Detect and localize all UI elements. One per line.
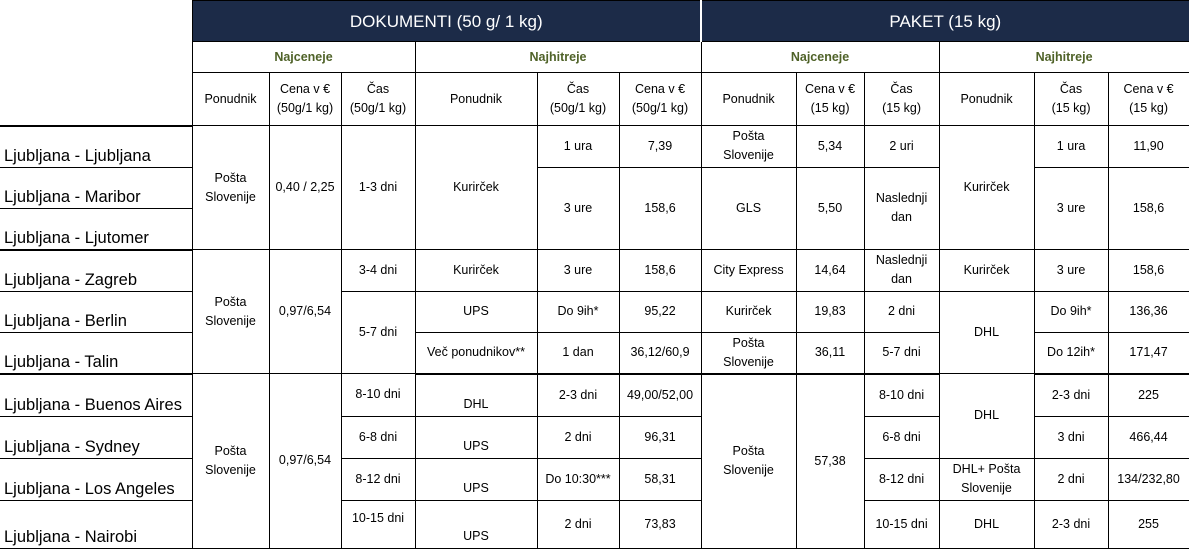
table-cell: 136,36	[1108, 291, 1189, 332]
table-cell: 255	[1108, 500, 1189, 548]
table-cell: 8-12 dni	[341, 458, 415, 500]
cell-line: Pošta	[214, 294, 247, 309]
route-label: Ljubljana - Ljubljana	[0, 126, 192, 168]
table-cell: 5,50	[796, 167, 864, 250]
table-cell: Kurirček	[939, 126, 1034, 250]
cell-line: (50g/1 kg)	[549, 101, 607, 115]
pak-cheapest-header: Najceneje	[701, 42, 939, 73]
table-cell: 5-7 dni	[864, 332, 939, 374]
route-label: Ljubljana - Los Angeles	[0, 458, 192, 500]
table-cell: UPS	[415, 500, 537, 548]
route-label: Ljubljana - Ljutomer	[0, 208, 192, 250]
route-label: Ljubljana - Sydney	[0, 416, 192, 458]
route-label: Ljubljana - Berlin	[0, 291, 192, 332]
table-cell: 2 dni	[864, 291, 939, 332]
table-cell: 1 dan	[537, 332, 619, 374]
table-cell: 19,83	[796, 291, 864, 332]
table-cell: 2 dni	[1034, 458, 1108, 500]
table-cell: DHL	[415, 374, 537, 417]
corner-cell	[0, 1, 192, 42]
table-cell: DHL	[939, 500, 1034, 548]
col-header	[341, 73, 415, 126]
table-cell: 3 dni	[1034, 416, 1108, 458]
cell-line: DHL+ Pošta	[952, 462, 1021, 476]
cell-line: Slovenije	[723, 354, 774, 369]
cell-line: Pošta	[214, 443, 247, 458]
table-cell: 2-3 dni	[537, 374, 619, 417]
table-cell: City Express	[701, 250, 796, 292]
table-cell: UPS	[415, 458, 537, 500]
cell-line: Slovenije	[961, 481, 1012, 495]
col-header	[269, 73, 341, 126]
table-cell	[701, 126, 796, 168]
table-cell: 36,11	[796, 332, 864, 374]
cell-line: Naslednji	[875, 253, 928, 268]
table-cell: 7,39	[619, 126, 701, 168]
table-cell: 3-4 dni	[341, 250, 415, 292]
route-label: Ljubljana - Nairobi	[0, 500, 192, 548]
table-cell: 8-12 dni	[864, 458, 939, 500]
col-header	[537, 73, 619, 126]
table-cell: 158,6	[619, 167, 701, 250]
cell-line: (50g/1 kg)	[349, 101, 407, 115]
cell-line: (15 kg)	[1051, 101, 1091, 115]
table-cell: 49,00/52,00	[619, 374, 701, 417]
table-cell: 1 ura	[537, 126, 619, 168]
cell-line: Čas	[890, 82, 913, 96]
table-cell: 2 uri	[864, 126, 939, 168]
table-cell: DHL	[939, 374, 1034, 459]
col-header	[1108, 73, 1189, 126]
cell-line: Cena v €	[805, 82, 856, 96]
cell-line: Čas	[366, 82, 390, 96]
table-cell: 2 dni	[537, 416, 619, 458]
table-cell: 0,97/6,54	[269, 250, 341, 374]
cell-line: Slovenije	[723, 148, 774, 163]
table-cell: 57,38	[796, 374, 864, 549]
cell-line: dan	[891, 272, 912, 287]
table-cell: Do 10:30***	[537, 458, 619, 500]
table-cell: 6-8 dni	[341, 416, 415, 458]
table-cell: DHL	[939, 291, 1034, 374]
table-cell: 5,34	[796, 126, 864, 168]
table-cell: 1-3 dni	[341, 126, 415, 250]
table-cell: 8-10 dni	[864, 374, 939, 417]
table-cell	[192, 374, 269, 549]
route-label: Ljubljana - Zagreb	[0, 250, 192, 292]
table-cell: 1 ura	[1034, 126, 1108, 168]
table-cell	[864, 167, 939, 250]
cell-line: Pošta	[732, 444, 765, 458]
table-cell: UPS	[415, 291, 537, 332]
col-header: Ponudnik	[939, 73, 1034, 126]
cell-line: (50g/1 kg)	[631, 101, 689, 115]
table-cell	[192, 126, 269, 250]
table-cell: 2 dni	[537, 500, 619, 548]
table-cell: Do 9ih*	[1034, 291, 1108, 332]
table-cell	[939, 458, 1034, 500]
col-header: Ponudnik	[701, 73, 796, 126]
table-cell: 225	[1108, 374, 1189, 417]
table-cell: Kurirček	[939, 250, 1034, 292]
table-cell: 158,6	[1108, 250, 1189, 292]
table-cell: 6-8 dni	[864, 416, 939, 458]
table-cell: 466,44	[1108, 416, 1189, 458]
table-cell: 3 ure	[537, 250, 619, 292]
table-cell	[701, 374, 796, 549]
table-cell: 2-3 dni	[1034, 500, 1108, 548]
table-cell: 171,47	[1108, 332, 1189, 374]
dokumenti-header: DOKUMENTI (50 g/ 1 kg)	[192, 1, 701, 42]
cell-line: Cena v €	[279, 82, 331, 96]
cell-line: Čas	[1059, 82, 1083, 96]
table-cell: 10-15 dni	[864, 500, 939, 548]
cell-line: Cena v €	[1123, 82, 1174, 96]
cell-line: dan	[891, 210, 912, 225]
cell-line: (15 kg)	[882, 101, 921, 115]
cell-line: Slovenije	[205, 462, 256, 477]
table-cell: Kurirček	[415, 126, 537, 250]
route-label: Ljubljana - Talin	[0, 332, 192, 374]
cell-line: (15 kg)	[1129, 101, 1168, 115]
table-cell: 3 ure	[537, 167, 619, 250]
table-cell	[701, 332, 796, 374]
table-cell: UPS	[415, 416, 537, 458]
col-header: Ponudnik	[192, 73, 269, 126]
cell-line: Pošta	[214, 170, 247, 185]
table-cell: 73,83	[619, 500, 701, 548]
table-cell: 58,31	[619, 458, 701, 500]
cell-line: Slovenije	[205, 189, 256, 204]
cell-line: Pošta	[732, 335, 765, 350]
corner-cell	[0, 73, 192, 126]
cell-line: Čas	[566, 82, 590, 96]
route-label: Ljubljana - Maribor	[0, 167, 192, 208]
table-cell: Več ponudnikov**	[415, 332, 537, 374]
table-cell: 134/232,80	[1108, 458, 1189, 500]
table-cell: 3 ure	[1034, 250, 1108, 292]
table-cell	[864, 250, 939, 292]
table-cell: 96,31	[619, 416, 701, 458]
table-cell: 14,64	[796, 250, 864, 292]
cell-line: (15 kg)	[810, 101, 850, 115]
table-cell: Do 12ih*	[1034, 332, 1108, 374]
table-cell: 8-10 dni	[341, 374, 415, 417]
corner-cell	[0, 42, 192, 73]
table-cell: 2-3 dni	[1034, 374, 1108, 417]
col-header	[796, 73, 864, 126]
cell-line: Slovenije	[205, 313, 256, 328]
cell-line: Cena v €	[635, 82, 686, 96]
paket-header: PAKET (15 kg)	[701, 1, 1189, 42]
col-header	[1034, 73, 1108, 126]
col-header	[619, 73, 701, 126]
table-cell: 36,12/60,9	[619, 332, 701, 374]
table-cell: 5-7 dni	[341, 291, 415, 374]
route-label: Ljubljana - Buenos Aires	[0, 374, 192, 417]
table-cell: Do 9ih*	[537, 291, 619, 332]
table-cell: 10-15 dni	[341, 500, 415, 548]
cell-line: Naslednji	[875, 191, 928, 206]
col-header: Ponudnik	[415, 73, 537, 126]
doc-cheapest-header: Najceneje	[192, 42, 415, 73]
col-header	[864, 73, 939, 126]
table-cell: 158,6	[1108, 167, 1189, 250]
table-cell: 158,6	[619, 250, 701, 292]
cell-line: Pošta	[732, 129, 765, 144]
pak-fastest-header: Najhitreje	[939, 42, 1189, 73]
table-cell: 3 ure	[1034, 167, 1108, 250]
table-cell: Kurirček	[701, 291, 796, 332]
table-cell: 95,22	[619, 291, 701, 332]
table-cell	[192, 250, 269, 374]
table-cell: 0,97/6,54	[269, 374, 341, 549]
cell-line: (50g/1 kg)	[276, 101, 334, 115]
cell-line: Slovenije	[723, 463, 774, 477]
table-cell: 0,40 / 2,25	[269, 126, 341, 250]
table-cell: GLS	[701, 167, 796, 250]
table-cell: 11,90	[1108, 126, 1189, 168]
doc-fastest-header: Najhitreje	[415, 42, 701, 73]
table-cell: Kurirček	[415, 250, 537, 292]
